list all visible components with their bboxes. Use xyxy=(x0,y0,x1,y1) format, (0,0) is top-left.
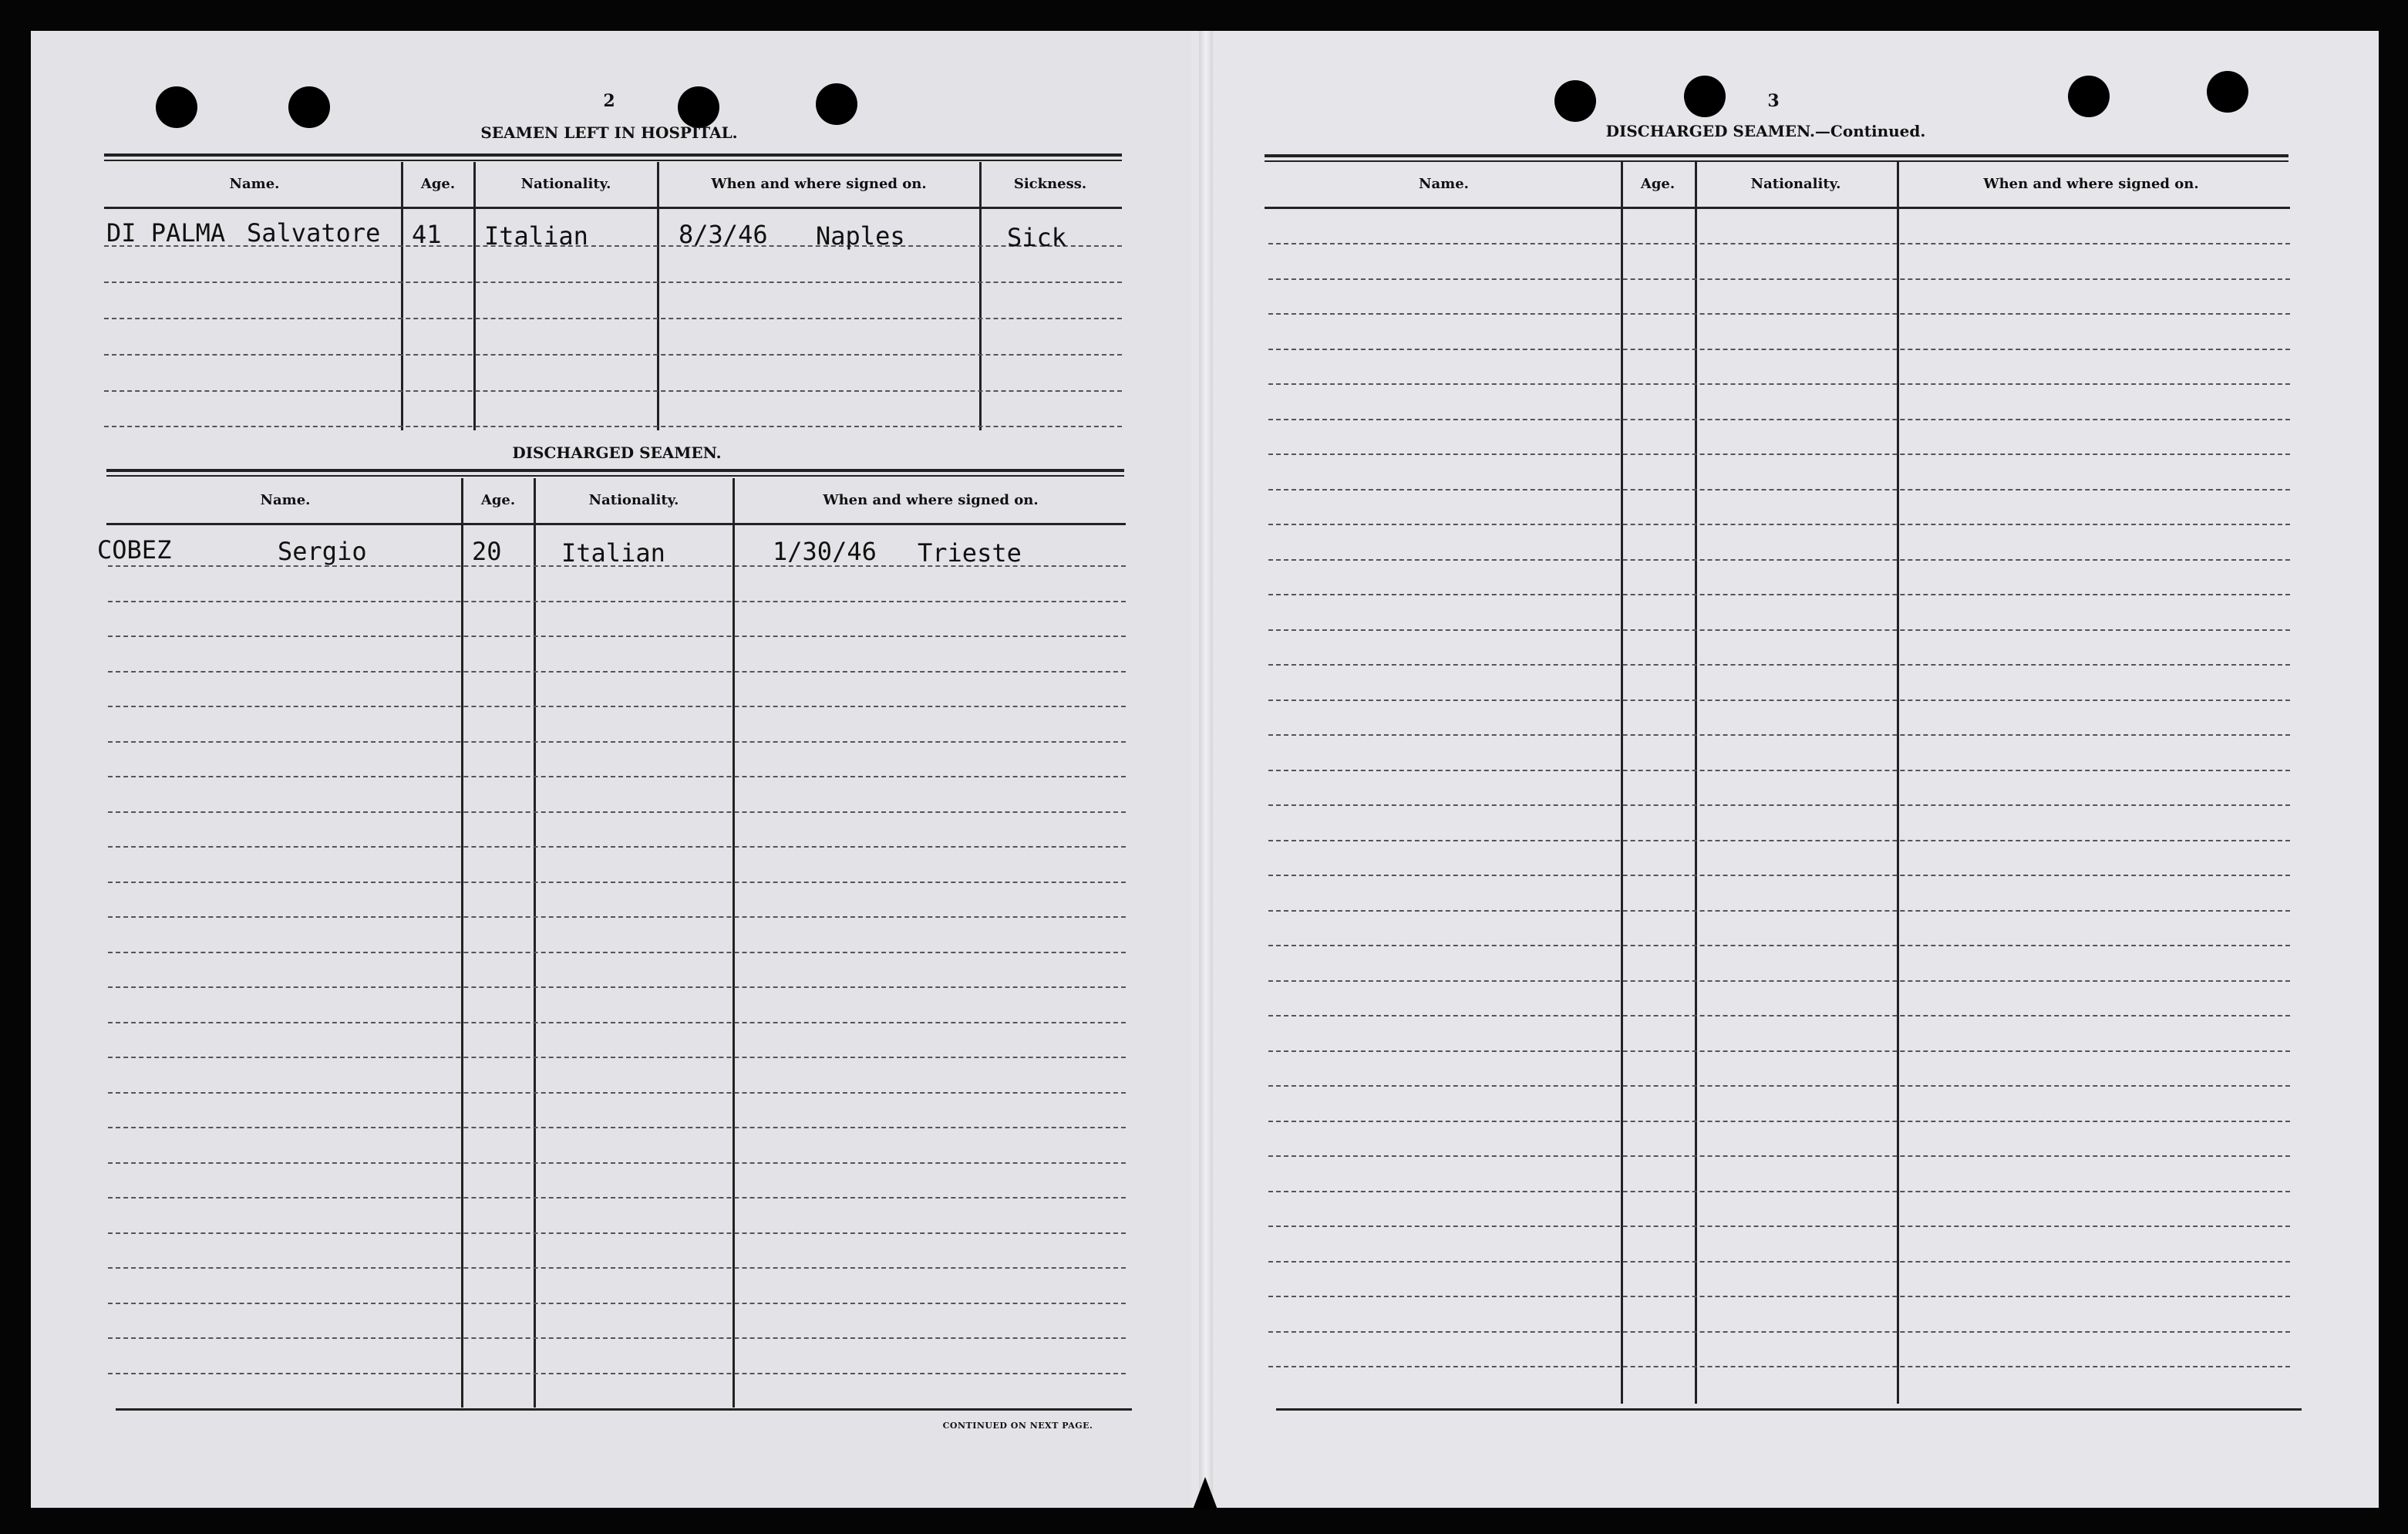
row-line xyxy=(104,318,1122,319)
hospital-cell-date: 8/3/46 xyxy=(679,220,768,249)
hospital-header-age: Age. xyxy=(420,176,456,192)
row-line xyxy=(104,390,1122,392)
row-line xyxy=(104,354,1122,356)
row-line xyxy=(1268,1155,2290,1157)
discharged-cell-place: Trieste xyxy=(918,538,1022,568)
table-bottom-rule xyxy=(116,1408,1132,1411)
row-line xyxy=(1268,1296,2290,1297)
header-rule xyxy=(106,523,1126,525)
header-rule xyxy=(104,207,1122,209)
discharged-cell-age: 20 xyxy=(472,537,502,566)
row-line xyxy=(108,882,1126,883)
discharged-header-nationality: Nationality. xyxy=(588,492,679,508)
punch-hole xyxy=(156,86,197,128)
row-line xyxy=(1268,840,2290,841)
row-line xyxy=(108,741,1126,743)
hospital-header-nationality: Nationality. xyxy=(520,176,611,192)
hospital-cell-age: 41 xyxy=(412,220,442,249)
row-line xyxy=(1268,419,2290,420)
table-top-rule xyxy=(104,160,1122,161)
row-line xyxy=(108,1197,1126,1199)
section-title-discharged: DISCHARGED SEAMEN. xyxy=(512,443,722,462)
table-top-rule xyxy=(106,475,1124,477)
row-line xyxy=(108,1232,1126,1234)
row-line xyxy=(1268,945,2290,946)
row-line xyxy=(1268,524,2290,525)
row-line xyxy=(1268,700,2290,701)
discharged-header-name: Name. xyxy=(260,492,311,508)
discharged-cell-date: 1/30/46 xyxy=(773,537,877,566)
row-line xyxy=(1268,559,2290,561)
left-page xyxy=(31,31,1203,1508)
row-line xyxy=(1268,489,2290,491)
row-line xyxy=(108,1057,1126,1058)
table-bottom-rule xyxy=(1276,1408,2302,1411)
table-top-rule xyxy=(1265,160,2288,162)
discharged-cell-surname: COBEZ xyxy=(97,535,172,565)
row-line xyxy=(108,1092,1126,1094)
hospital-header-sickness: Sickness. xyxy=(1013,176,1087,192)
row-line xyxy=(1268,910,2290,912)
row-line xyxy=(108,636,1126,637)
discharged-cell-given-name: Sergio xyxy=(278,537,367,566)
continued-header-age: Age. xyxy=(1640,176,1675,192)
row-line xyxy=(1268,1085,2290,1087)
punch-hole xyxy=(2068,76,2110,117)
row-line xyxy=(108,1337,1126,1339)
row-line xyxy=(1268,734,2290,736)
row-line xyxy=(108,1373,1126,1374)
hospital-cell-sickness: Sick xyxy=(1007,223,1067,252)
discharged-header-age: Age. xyxy=(480,492,516,508)
row-line xyxy=(108,1162,1126,1164)
row-line xyxy=(1268,664,2290,666)
table-top-rule xyxy=(106,469,1124,472)
discharged-cell-nationality: Italian xyxy=(561,538,665,568)
row-line xyxy=(108,1267,1126,1269)
row-line xyxy=(1268,770,2290,771)
hospital-cell-surname: DI PALMA xyxy=(106,218,226,248)
discharged-header-signed-on: When and where signed on. xyxy=(823,492,1039,508)
row-line xyxy=(108,916,1126,918)
row-line xyxy=(104,426,1122,427)
row-line xyxy=(108,776,1126,777)
row-line xyxy=(1268,278,2290,280)
punch-hole xyxy=(1554,80,1596,122)
row-line xyxy=(108,986,1126,988)
hospital-header-name: Name. xyxy=(229,176,280,192)
row-line xyxy=(1268,1261,2290,1263)
table-top-rule xyxy=(104,153,1122,157)
table-top-rule xyxy=(1265,154,2288,157)
row-line xyxy=(1268,383,2290,385)
continued-header-nationality: Nationality. xyxy=(1750,176,1841,192)
continued-header-signed-on: When and where signed on. xyxy=(1983,176,2199,192)
row-line xyxy=(1268,1191,2290,1192)
row-line xyxy=(108,1127,1126,1128)
row-line xyxy=(1268,453,2290,455)
hospital-cell-nationality: Italian xyxy=(484,221,588,251)
row-line xyxy=(1268,1226,2290,1227)
row-line xyxy=(1268,1121,2290,1122)
punch-hole xyxy=(1684,76,1726,117)
row-line xyxy=(108,601,1126,602)
row-line xyxy=(108,671,1126,673)
header-rule xyxy=(1265,207,2290,209)
row-line xyxy=(1268,1331,2290,1333)
row-line xyxy=(1268,980,2290,982)
row-line xyxy=(108,1022,1126,1023)
section-title-hospital: SEAMEN LEFT IN HOSPITAL. xyxy=(480,123,738,142)
row-line xyxy=(108,1303,1126,1304)
row-line xyxy=(1268,875,2290,876)
continued-header-name: Name. xyxy=(1419,176,1469,192)
punch-hole xyxy=(816,83,857,125)
row-line xyxy=(1268,349,2290,350)
row-line xyxy=(1268,1050,2290,1052)
row-line xyxy=(1268,629,2290,631)
row-line xyxy=(108,846,1126,848)
punch-hole xyxy=(288,86,330,128)
row-line xyxy=(1268,1366,2290,1367)
page-number: 3 xyxy=(1767,91,1780,111)
row-line xyxy=(1268,313,2290,315)
row-line xyxy=(1268,243,2290,244)
page-number: 2 xyxy=(603,91,615,111)
hospital-cell-given-name: Salvatore xyxy=(247,218,381,248)
binding-notch xyxy=(1193,1477,1217,1509)
row-line xyxy=(1268,804,2290,806)
punch-hole xyxy=(678,86,719,128)
row-line xyxy=(108,952,1126,953)
row-line xyxy=(1268,1015,2290,1016)
row-line xyxy=(104,282,1122,283)
section-title-discharged-continued: DISCHARGED SEAMEN.—Continued. xyxy=(1605,122,1926,140)
hospital-cell-place: Naples xyxy=(816,221,905,251)
continued-note: CONTINUED ON NEXT PAGE. xyxy=(942,1421,1093,1431)
hospital-header-signed-on: When and where signed on. xyxy=(711,176,927,192)
punch-hole xyxy=(2207,71,2248,113)
row-line xyxy=(108,811,1126,813)
row-line xyxy=(1268,594,2290,595)
row-line xyxy=(108,706,1126,707)
page-gutter xyxy=(1199,31,1213,1508)
